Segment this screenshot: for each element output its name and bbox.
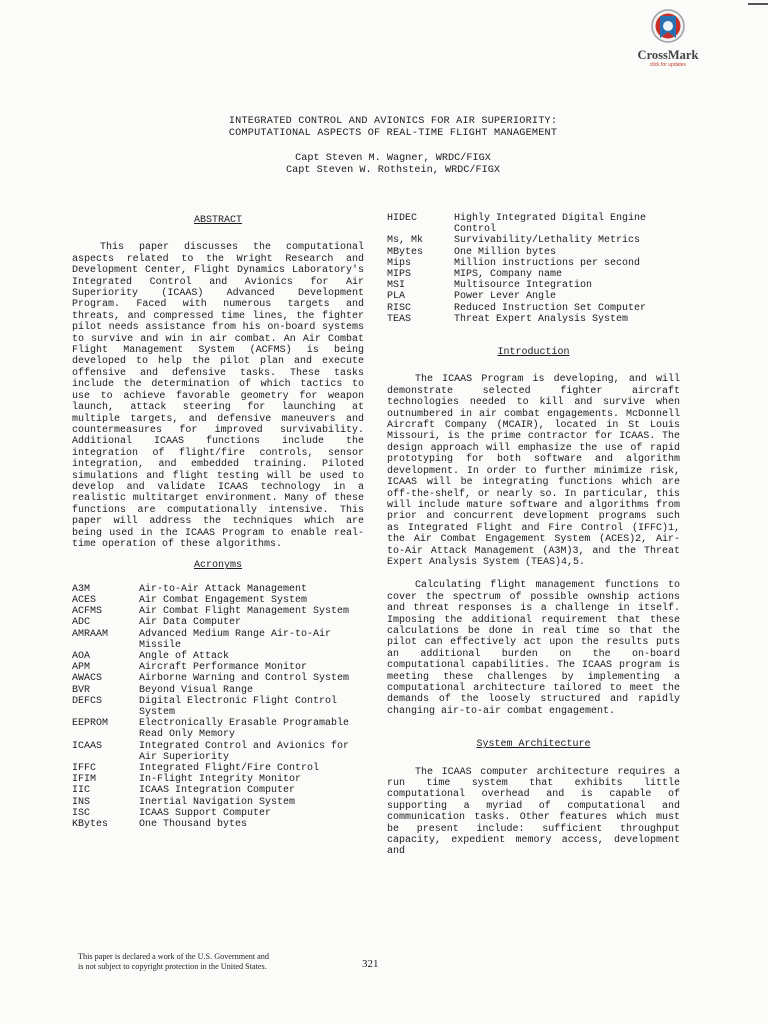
acronym-definition: Digital Electronic Flight Control System	[139, 695, 338, 719]
acronym-term: ADC	[72, 617, 91, 629]
title-line-2: COMPUTATIONAL ASPECTS OF REAL-TIME FLIGHT MANAGEMENT	[228, 128, 558, 139]
acronym-definition: Inertial Navigation System	[139, 796, 296, 808]
left-column	[72, 215, 364, 830]
footnote-line-2: is not subject to copyright protection in the United States.	[78, 962, 267, 971]
acronym-definition: Multisource Integration	[454, 280, 593, 292]
system-architecture-paragraph: The ICAAS computer architecture requires a run time system that exhibits little computational overhead and is capable of supporting a myriad of computational and communication tasks. Other features which must be present include: sufficient throughput capacity, expedient memory access, development and	[387, 766, 680, 858]
acronym-term: HIDEC	[387, 213, 418, 224]
acronym-term: ICAAS	[72, 740, 103, 752]
acronym-definition: One Thousand bytes	[139, 819, 248, 831]
acronym-term: ACFMS	[72, 606, 103, 618]
title-line-1: INTEGRATED CONTROL AND AVIONICS FOR AIR SUPERIORITY:	[228, 116, 558, 127]
acronym-definition: Air Combat Flight Management System	[139, 606, 350, 618]
acronym-term: ISC	[72, 807, 91, 819]
acronym-term: TEAS	[387, 313, 412, 325]
acronym-term: IFIM	[72, 774, 97, 786]
crossmark-subtext: click for updates	[649, 62, 687, 68]
acronym-definition: Electronically Erasable Programable Read Only Memory	[139, 718, 350, 741]
acronym-definition: Highly Integrated Digital Engine Control	[454, 213, 647, 236]
acronym-term: MIPS	[387, 269, 412, 281]
acronym-definition: Power Lever Angle	[454, 291, 557, 303]
acronym-definition: Air-to-Air Attack Management	[139, 583, 308, 595]
scan-edge-mark	[748, 3, 768, 5]
acronym-definition: In-Flight Integrity Monitor	[139, 774, 302, 786]
introduction-paragraph-2: Calculating flight management functions to cover the spectrum of possible ownship actions and threat responses is a challenge in itself. Imposing the additional requirement that these calculations be done in real time so that the pilot can effectively act upon the results puts an additional burden on the on-board computational capabilities. The ICAAS program is meeting these challenges by implementing a computational architecture tailored to meet the demands of the loosely structured and rapidly changing air-to-air combat engagement.	[387, 580, 680, 717]
acronym-term: Mips	[387, 257, 412, 269]
introduction-paragraph-1: The ICAAS Program is developing, and will demonstrate selected fighter aircraft technologies needed to kill and survive when outnumbered in air combat engagements. McDonnell Aircraft Company (MCAIR), located in St Louis Missouri, is the prime contractor for ICAAS. The design approach will emphasize the use of rapid prototyping for both software and algorithm development. In order to further minimize risk, ICAAS will be integrating functions which are off-the-shelf, or nearly so. In particular, this will include mature software and algorithms from prior and concurrent development programs such as Integrated Flight and Fire Control (IFFC)1, the Air Combat Engagement System (ACES)2, Air-to-Air Attack Management (A3M)3, and the Threat Expert Analysis System (TEAS)4,5.	[387, 374, 680, 568]
abstract-heading: ABSTRACT	[193, 215, 242, 226]
author-block	[130, 153, 656, 176]
acronyms-heading: Acronyms	[193, 560, 242, 572]
crossmark-icon	[650, 8, 686, 48]
acronym-term: A3M	[72, 583, 91, 595]
acronym-definition: Integrated Flight/Fire Control	[139, 763, 320, 775]
acronym-term: APM	[72, 662, 91, 674]
abstract-text: This paper discusses the computational aspects related to the Wright Research and Development Center, Flight Dynamics Laboratory's Integrated Control and Avionics for Air Superiority (ICAAS) Advanced Development Program. Faced with numerous targets and threats, and compressed time lines, the fighter pilot needs assistance from his on-board systems to survive and win in air combat. An Air Combat Flight Management System (ACFMS) is being developed to help the pilot plan and execute offensive and defensive tasks. These tasks include the determination of which tactics to use to achieve favorable geometry for weapon launch, attack steering for launching at multiple targets, and defensive maneuvers and countermeasures for improved survivability. Additional ICAAS functions include the integration of flight/fire controls, sensor integration, and embedded training. Piloted simulations and flight testing will be used to develop and validate ICAAS technology in a realistic multitarget environment. Many of these functions are computationally intensive. This paper will address the techniques which are being used in the ICAAS Program to enable real-time operation of these algorithms.	[72, 242, 364, 550]
acronym-definition: Beyond Visual Range	[139, 684, 254, 696]
author-1: Capt Steven M. Wagner, WRDC/FIGX	[295, 153, 491, 164]
acronym-term: IFFC	[72, 763, 97, 775]
acronym-term: RISC	[387, 302, 412, 314]
footnote-line-1: This paper is declared a work of the U.S. Government and	[78, 952, 269, 961]
right-column	[387, 213, 680, 858]
acronym-definition: MIPS, Company name	[454, 269, 563, 281]
system-architecture-heading: System Architecture	[476, 739, 591, 751]
acronym-term: BVR	[72, 684, 91, 696]
acronym-definition: Million instructions per second	[454, 257, 641, 269]
acronym-definition: ICAAS Integration Computer	[139, 785, 296, 797]
acronym-list-right	[387, 213, 680, 325]
acronym-definition: Air Data Computer	[139, 617, 242, 629]
acronym-definition: Airborne Warning and Control System	[139, 673, 350, 685]
acronym-list-left	[72, 584, 364, 830]
acronym-term: INS	[72, 796, 91, 808]
crossmark-label: CrossMark	[637, 48, 699, 62]
acronym-term: AOA	[72, 651, 91, 662]
crossmark-badge[interactable]	[633, 8, 703, 68]
acronym-definition: Angle of Attack	[139, 651, 230, 662]
page-number: 321	[362, 958, 379, 970]
acronym-definition: Threat Expert Analysis System	[454, 313, 629, 325]
acronym-definition: Advanced Medium Range Air-to-Air Missile	[139, 628, 332, 651]
acronym-term: IIC	[72, 785, 91, 797]
acronym-term: PLA	[387, 291, 406, 303]
acronym-term: Ms, Mk	[387, 235, 424, 247]
acronym-term: ACES	[72, 594, 97, 606]
acronym-term: MBytes	[387, 246, 424, 258]
acronym-term: MSI	[387, 280, 406, 292]
acronym-term: DEFCS	[72, 695, 103, 707]
acronym-definition: Air Combat Engagement System	[139, 594, 308, 606]
introduction-heading: Introduction	[497, 347, 570, 359]
acronym-definition: One Million bytes	[454, 246, 557, 258]
acronym-definition: Reduced Instruction Set Computer	[454, 302, 647, 314]
acronym-term: KBytes	[72, 819, 109, 831]
acronym-definition: ICAAS Support Computer	[139, 807, 272, 819]
paper-title	[130, 116, 656, 140]
acronym-term: AWACS	[72, 673, 103, 685]
acronym-definition: Survivability/Lethality Metrics	[454, 235, 641, 247]
author-2: Capt Steven W. Rothstein, WRDC/FIGX	[286, 164, 500, 176]
acronym-definition: Aircraft Performance Monitor	[139, 662, 308, 674]
acronym-term: AMRAAM	[72, 628, 109, 640]
acronym-definition: Integrated Control and Avionics for Air Superiority	[139, 740, 350, 763]
acronym-term: EEPROM	[72, 718, 109, 730]
copyright-footnote	[78, 952, 348, 972]
